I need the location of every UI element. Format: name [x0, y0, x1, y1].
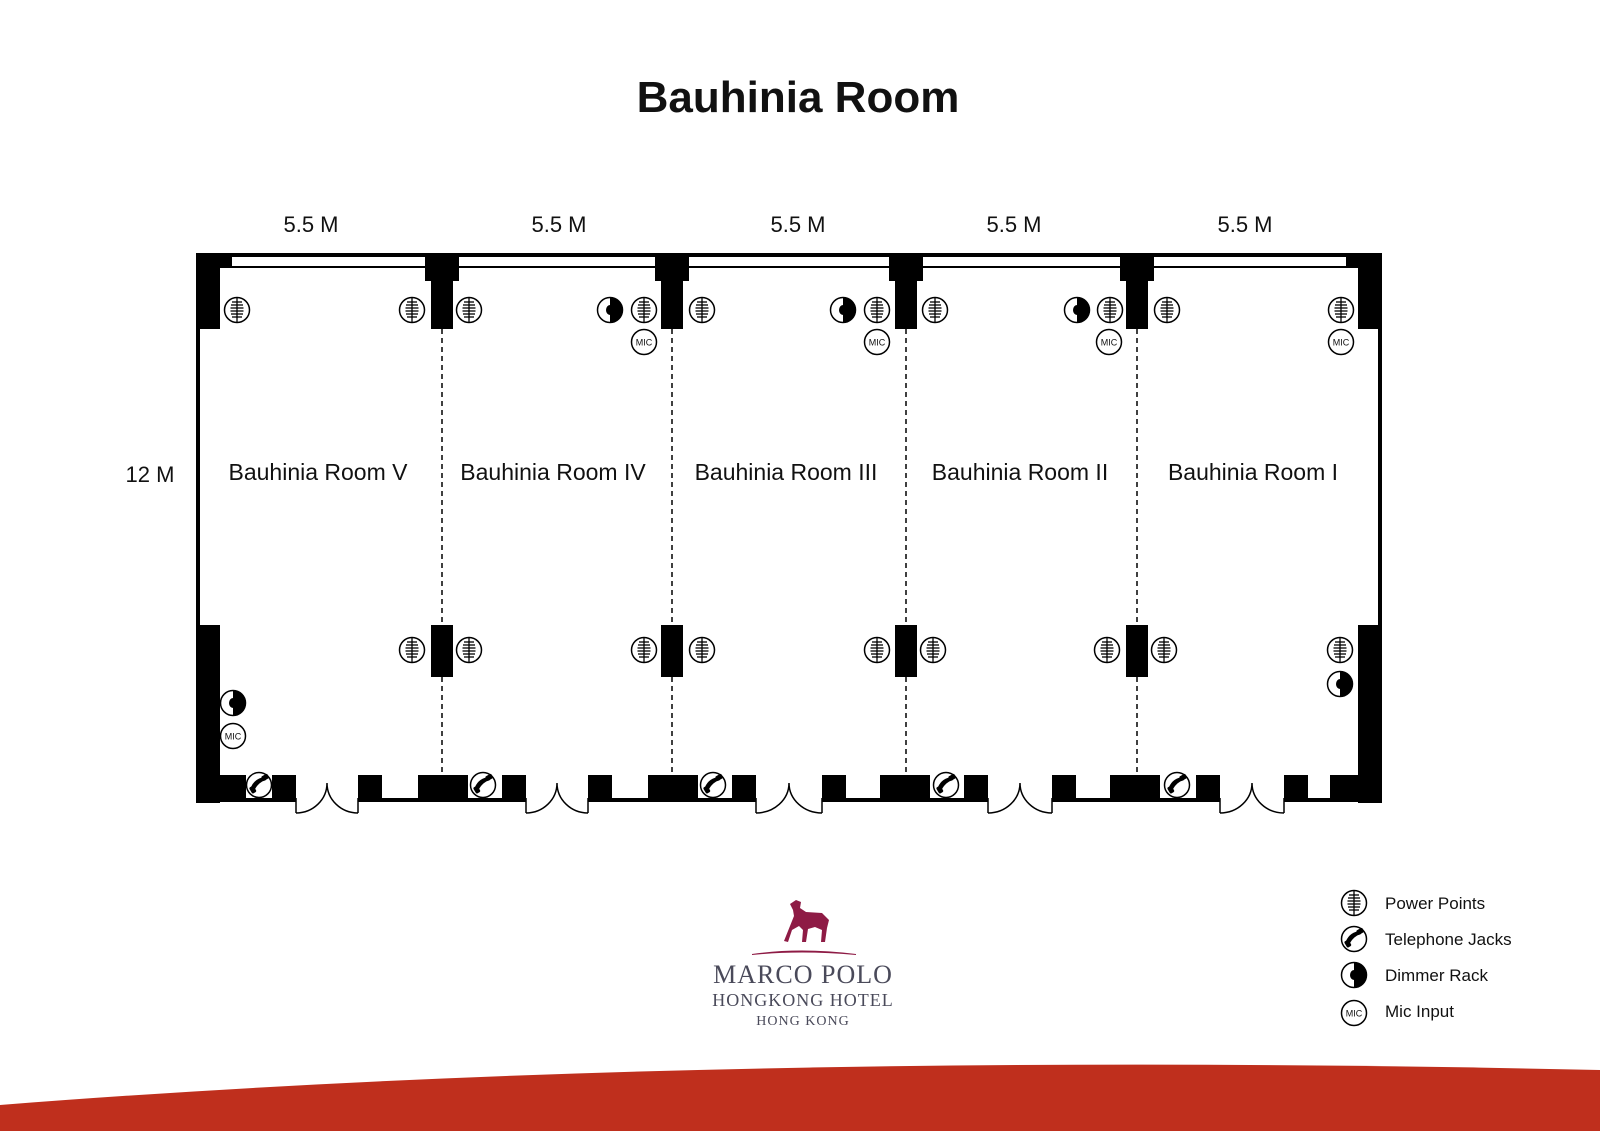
dimmer-rack-icon: [221, 691, 246, 716]
power-point-icon: [457, 638, 482, 663]
telephone-jack-icon: [247, 773, 272, 798]
horse-logo-icon: [752, 900, 856, 955]
telephone-jack-icon: [471, 773, 496, 798]
power-point-icon: [865, 638, 890, 663]
power-point-icon: [690, 298, 715, 323]
power-point-icon: [1098, 298, 1123, 323]
power-point-icon: [400, 298, 425, 323]
width-label-room-ii: 5.5 M: [986, 212, 1042, 237]
width-label-room-i: 5.5 M: [1217, 212, 1273, 237]
room-label-i: Bauhinia Room I: [1167, 459, 1339, 485]
dimmer-rack-icon: [1065, 298, 1090, 323]
mic-input-icon: [1342, 1001, 1367, 1026]
logo-subtitle: HONGKONG HOTEL: [712, 990, 894, 1010]
hotel-logo: [712, 900, 893, 1029]
power-point-icon: [1328, 638, 1353, 663]
room-label-ii: Bauhinia Room II: [931, 459, 1109, 485]
power-point-icon: [632, 298, 657, 323]
power-point-icon: [1329, 298, 1354, 323]
mic-input-icon: [1097, 330, 1122, 355]
telephone-jack-icon: [1342, 927, 1367, 952]
power-point-icon: [1342, 891, 1367, 916]
depth-label: 12 M: [125, 462, 175, 487]
width-label-room-iii: 5.5 M: [770, 212, 826, 237]
room-label-iv: Bauhinia Room IV: [460, 459, 646, 485]
legend: [1342, 891, 1512, 1026]
room-label-iii: Bauhinia Room III: [694, 459, 878, 485]
footer-band: [0, 1065, 1600, 1131]
power-point-icon: [1155, 298, 1180, 323]
dimmer-rack-icon: [1328, 672, 1353, 697]
mic-inputs: [221, 330, 1354, 749]
dimmer-rack-icon: [598, 298, 623, 323]
power-point-icon: [457, 298, 482, 323]
logo-location: HONG KONG: [756, 1014, 850, 1029]
power-point-icon: [1095, 638, 1120, 663]
power-point-icon: [632, 638, 657, 663]
power-point-icon: [923, 298, 948, 323]
partition-lines: [442, 329, 1137, 775]
legend-label-power: Power Points: [1385, 894, 1486, 913]
power-point-icon: [1152, 638, 1177, 663]
width-label-room-v: 5.5 M: [283, 212, 339, 237]
dimmer-racks: [221, 298, 1353, 716]
svg-text:MIC: MIC: [635, 337, 653, 348]
logo-name: MARCO POLO: [713, 960, 893, 989]
telephone-jack-icon: [934, 773, 959, 798]
legend-label-telephone: Telephone Jacks: [1385, 930, 1512, 949]
power-point-icon: [225, 298, 250, 323]
svg-text:MIC: MIC: [224, 731, 242, 742]
mic-input-icon: [1329, 330, 1354, 355]
telephone-jack-icon: [1165, 773, 1190, 798]
legend-label-mic: Mic Input: [1385, 1002, 1454, 1021]
svg-text:MIC: MIC: [1100, 337, 1118, 348]
svg-text:MIC: MIC: [1332, 337, 1350, 348]
telephone-jack-icon: [701, 773, 726, 798]
svg-text:MIC: MIC: [1345, 1008, 1363, 1019]
dimmer-rack-icon: [831, 298, 856, 323]
power-point-icon: [400, 638, 425, 663]
telephone-jacks: [247, 773, 1190, 798]
power-point-icon: [690, 638, 715, 663]
power-point-icon: [865, 298, 890, 323]
width-label-room-iv: 5.5 M: [531, 212, 587, 237]
legend-label-dimmer: Dimmer Rack: [1385, 966, 1488, 985]
page-title: Bauhinia Room: [636, 73, 960, 122]
power-point-icon: [921, 638, 946, 663]
mic-input-icon: [221, 724, 246, 749]
dimmer-rack-icon: [1342, 963, 1367, 988]
mic-input-icon: [865, 330, 890, 355]
outer-walls: [196, 253, 1382, 803]
room-label-v: Bauhinia Room V: [228, 459, 408, 485]
svg-text:MIC: MIC: [868, 337, 886, 348]
mic-input-icon: [632, 330, 657, 355]
